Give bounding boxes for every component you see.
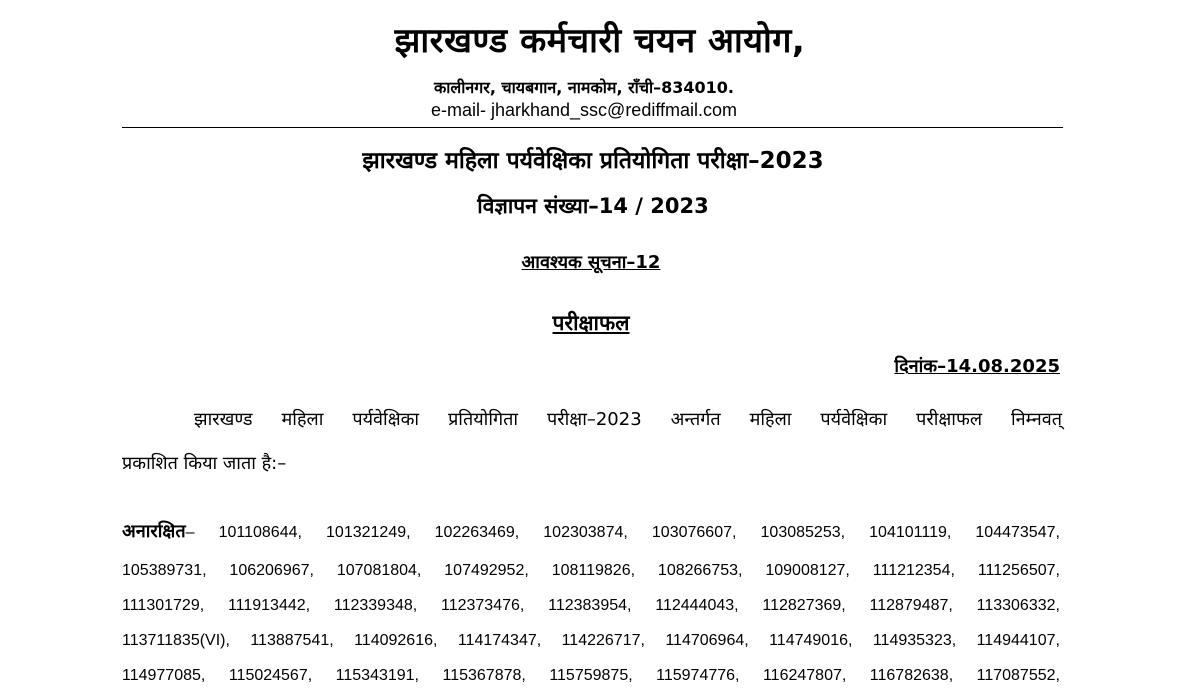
roll-number: 114749016, xyxy=(769,632,853,649)
roll-number: 112444043, xyxy=(655,597,739,614)
roll-number-row xyxy=(122,667,1060,691)
roll-number-row xyxy=(122,632,1060,656)
roll-number: 112373476, xyxy=(441,597,525,614)
roll-number: 102263469, xyxy=(434,524,520,541)
roll-number-row xyxy=(122,562,1060,586)
roll-number: 112827369, xyxy=(762,597,846,614)
roll-number: 111913442, xyxy=(227,597,311,614)
roll-number: 103076607, xyxy=(651,524,737,541)
roll-number: 106206967, xyxy=(229,562,314,579)
roll-number: 111256507, xyxy=(977,562,1060,579)
roll-number: 114977085, xyxy=(122,667,206,684)
roll-number: 111301729, xyxy=(122,597,205,614)
roll-number: 116782638, xyxy=(869,667,954,684)
roll-number: 116247807, xyxy=(762,667,847,684)
roll-number: 104101119, xyxy=(869,524,952,541)
organization-email: e-mail- jharkhand_ssc@rediffmail.com xyxy=(430,100,738,120)
category-suffix: – xyxy=(185,524,195,541)
roll-number: 107492952, xyxy=(444,562,529,579)
roll-number: 109008127, xyxy=(765,562,850,579)
roll-number: 105389731, xyxy=(122,562,207,579)
roll-number: 107081804, xyxy=(336,562,422,579)
roll-number: 114174347, xyxy=(457,632,542,649)
roll-number: 101321249, xyxy=(326,524,411,541)
intro-paragraph-line-2: प्रकाशित किया जाता है:– xyxy=(122,453,287,474)
result-heading: परीक्षाफल xyxy=(552,311,630,335)
organization-name: झारखण्ड कर्मचारी चयन आयोग, xyxy=(394,21,806,61)
roll-number: 104473547, xyxy=(975,524,1060,541)
roll-number-row xyxy=(122,597,1060,621)
roll-number: 115024567, xyxy=(228,667,313,684)
roll-number: 112383954, xyxy=(548,597,632,614)
roll-number: 101108644, xyxy=(218,524,302,541)
header-divider xyxy=(122,127,1063,128)
roll-number: 114935323, xyxy=(872,632,957,649)
roll-number-row xyxy=(122,519,1060,543)
roll-number: 102303874, xyxy=(543,524,628,541)
roll-number: 117087552, xyxy=(976,667,1060,684)
roll-number: 113711835(VI), xyxy=(122,632,230,649)
roll-number: 103085253, xyxy=(760,524,846,541)
roll-number: 114706964, xyxy=(665,632,749,649)
category-label: अनारक्षित xyxy=(122,521,186,542)
roll-number: 115367878, xyxy=(442,667,526,684)
roll-number: 108119826, xyxy=(551,562,636,579)
roll-number: 113306332, xyxy=(976,597,1060,614)
roll-number: 114092616, xyxy=(354,632,438,649)
roll-number: 112339348, xyxy=(333,597,418,614)
roll-number: 111212354, xyxy=(872,562,955,579)
roll-number: 115759875, xyxy=(549,667,633,684)
roll-number: 115974776, xyxy=(656,667,740,684)
notice-date: दिनांक–14.08.2025 xyxy=(894,356,1060,377)
roll-number: 114944107, xyxy=(976,632,1060,649)
advertisement-number: विज्ञापन संख्या–14 / 2023 xyxy=(477,194,709,218)
notice-number: आवश्यक सूचना–12 xyxy=(521,252,661,273)
roll-number: 112879487, xyxy=(869,597,953,614)
organization-address: कालीनगर, चायबगान, नामकोम, राँची–834010. xyxy=(433,78,734,97)
roll-number: 113887541, xyxy=(250,632,334,649)
roll-number: 114226717, xyxy=(561,632,645,649)
roll-number: 108266753, xyxy=(657,562,743,579)
intro-paragraph-line-1: झारखण्ड महिला पर्यवेक्षिका प्रतियोगिता परीक्षा–2023 अन्तर्गत महिला पर्यवेक्षिका परीक्षाफल निम्नवत् xyxy=(194,409,1062,430)
roll-number: 115343191, xyxy=(335,667,419,684)
exam-title: झारखण्ड महिला पर्यवेक्षिका प्रतियोगिता परीक्षा–2023 xyxy=(362,148,824,174)
category-heading xyxy=(122,519,195,543)
